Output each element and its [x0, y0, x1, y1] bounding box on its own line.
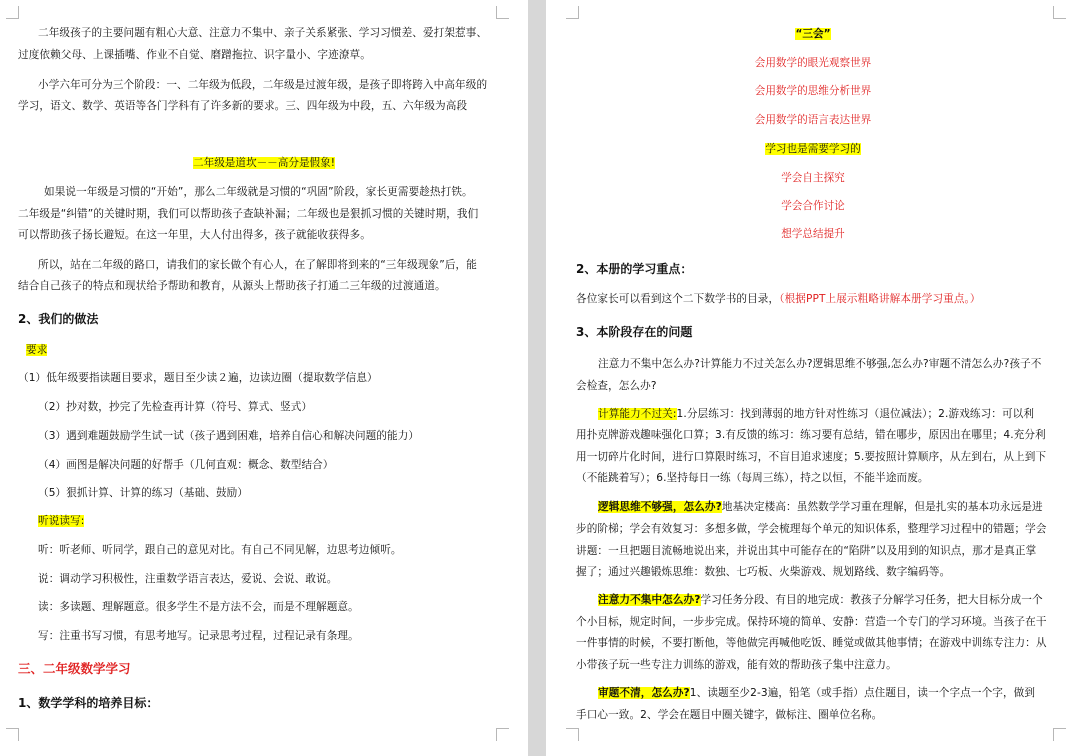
paragraph-line: [598, 686, 1035, 700]
attention-label: 注意力不集中怎么办?: [598, 594, 701, 606]
crop-mark: [6, 728, 19, 741]
paragraph-line: 如果说一年级是习惯的“开始”，那么二年级就是习惯的“巩固”阶段，家长更需要趁热打铁。: [44, 186, 473, 198]
list-item: （5）狠抓计算、计算的练习（基础、鼓励）: [38, 487, 249, 499]
paragraph-line: 注意力不集中怎么办?计算能力不过关怎么办?逻辑思维不够强,怎么办?审题不清怎么办?孩子不: [598, 358, 1042, 370]
paragraph-line: 小带孩子玩一些专注力训练的游戏，能有效的帮助孩子集中注意力。: [576, 659, 897, 671]
goal-line: 会用数学的眼光观察世界: [754, 57, 872, 69]
paragraph-line: 手口心一致。2、学会在题目中圈关键字，做标注、圈单位名称。: [576, 709, 883, 721]
paragraph-line: [598, 500, 1043, 514]
san-hui-title: “三会”: [795, 28, 831, 40]
heading-our-method: 2、我们的做法: [18, 312, 99, 326]
crop-mark: [496, 6, 509, 19]
paragraph-line: 个小目标，规定时间，一步步完成。保持环境的简单、安静：营造一个专门的学习环境。当孩子在干: [576, 616, 1047, 628]
paragraph-line: 所以，站在二年级的路口，请我们的家长做个有心人，在了解即将到来的“三年级现象”后，能: [38, 259, 477, 271]
goal-line: 会用数学的语言表达世界: [754, 114, 872, 126]
paragraph-line: 二年级孩子的主要问题有粗心大意、注意力不集中、亲子关系紧张、学习习惯差、爱打架惹事、: [38, 27, 488, 39]
paragraph-line: 用扑克牌游戏趣味强化口算；3.有反馈的练习：练习要有总结，错在哪步，原因出在哪里；4.充分利: [576, 429, 1046, 441]
review-label: 审题不清，怎么办?: [598, 687, 690, 699]
list-item: 说：调动学习积极性，注重数学语言表达，爱说、会说、敢说。: [38, 573, 338, 585]
paragraph-line: （不能跳着写）；6.坚持每日一练（每周三练），持之以恒，不能半途而废。: [576, 472, 929, 484]
paragraph-line: [576, 292, 981, 306]
goal-line: 会用数学的思维分析世界: [754, 85, 872, 97]
list-item: （1）低年级要指读题目要求，题目至少读２遍，边读边圈（提取数学信息）: [18, 372, 378, 384]
list-item: 读：多读题、理解题意。很多学生不是方法不会，而是不理解题意。: [38, 601, 359, 613]
document-page-left: [0, 0, 528, 756]
logic-text: 地基决定楼高：虽然数学学习重在理解，但是扎实的基本功永远是进: [721, 501, 1043, 513]
crop-mark: [496, 728, 509, 741]
focus-text: 各位家长可以看到这个二下数学书的目录，: [576, 293, 780, 305]
crop-mark: [6, 6, 19, 19]
attention-text: 学习任务分段、有目的地完成：教孩子分解学习任务，把大目标分成一个: [700, 594, 1043, 606]
paragraph-line: [598, 407, 1034, 421]
paragraph-line: 步的阶梯；学会有效复习：多想多做，学会梳理每个单元的知识体系，整理学习过程中的错题；学会: [576, 523, 1047, 535]
paragraph-line: 讲题：一旦把题目流畅地说出来，并说出其中可能存在的“陷阱”以及用到的知识点，那才是真正掌: [576, 545, 1037, 557]
crop-mark: [566, 6, 579, 19]
crop-mark: [1053, 6, 1066, 19]
heading-problems: 3、本阶段存在的问题: [576, 325, 693, 339]
crop-mark: [566, 728, 579, 741]
section-title-line: [0, 156, 528, 170]
list-item: 写：注重书写习惯，有思考地写。记录思考过程，过程记录有条理。: [38, 630, 359, 642]
heading-grade2-math: 三、二年级数学学习: [18, 661, 131, 676]
label-line: [38, 514, 84, 528]
focus-note: （根据PPT上展示粗略讲解本册学习重点。）: [779, 293, 981, 305]
goal-line: 想学总结提升: [781, 228, 845, 240]
review-text: 1、读题至少2-3遍，铅笔（或手指）点住题目，读一个字点一个字，做到: [689, 687, 1036, 699]
paragraph-line: 可以帮助孩子扬长避短。在这一年里，大人付出得多，孩子就能收获得多。: [18, 229, 371, 241]
document-page-right: [546, 0, 1080, 756]
paragraph-line: 二年级是“纠错”的关键时期，我们可以帮助孩子查缺补漏；二年级也是狠抓习惯的关键时期，我们: [18, 208, 479, 220]
requirements-label: 要求: [26, 344, 48, 356]
paragraph-line: 结合自己孩子的特点和现状给予帮助和教育，从源头上帮助孩子打通二三年级的过渡通道。: [18, 280, 446, 292]
paragraph-line: 握了；通过兴趣锻炼思维：数独、七巧板、火柴游戏、规划路线、数字编码等。: [576, 566, 951, 578]
calc-text: 1.分层练习：找到薄弱的地方针对性练习（退位减法）；2.游戏练习：可以利: [676, 408, 1035, 420]
paragraph-line: 学习，语文、数学、英语等各门学科有了许多新的要求。三、四年级为中段，五、六年级为高段: [18, 100, 468, 112]
logic-label: 逻辑思维不够强，怎么办?: [598, 501, 722, 513]
label-line: [26, 343, 47, 357]
listen-speak-read-write-label: 听说读写:: [38, 515, 85, 527]
list-item: （4）画图是解决问题的好帮手（几何直观：概念、数型结合）: [38, 459, 334, 471]
heading-training-goal: 1、数学学科的培养目标：: [18, 696, 159, 710]
calc-label: 计算能力不过关:: [598, 408, 677, 420]
paragraph-line: 用一切碎片化时间，进行口算限时练习，不盲目追求速度；5.要按照计算顺序，从左到右，从上到下: [576, 451, 1047, 463]
list-item: （2）抄对数，抄完了先检查再计算（符号、算式、竖式）: [38, 401, 313, 413]
goal-line: 学会合作讨论: [781, 200, 845, 212]
section-title: 二年级是道坎－－高分是假象!: [193, 157, 335, 169]
san-hui-line: [546, 27, 1080, 41]
crop-mark: [1053, 728, 1066, 741]
paragraph-line: 会检查，怎么办?: [576, 380, 657, 392]
learn-line: [546, 142, 1080, 156]
paragraph-line: 过度依赖父母、上课插嘴、作业不自觉、磨蹭拖拉、识字量小、字迹潦草。: [18, 49, 371, 61]
list-item: 听：听老师、听同学，跟自己的意见对比。有自己不同见解，边思考边倾听。: [38, 544, 402, 556]
paragraph-line: 小学六年可分为三个阶段：一、二年级为低段，二年级是过渡年级，是孩子即将跨入中高年级的: [38, 79, 488, 91]
paragraph-line: [598, 593, 1043, 607]
goal-line: 学会自主探究: [781, 172, 845, 184]
learn-label: 学习也是需要学习的: [765, 143, 861, 155]
list-item: （3）遇到难题鼓励学生试一试（孩子遇到困难，培养自信心和解决问题的能力）: [38, 430, 420, 442]
paragraph-line: 一件事情的时候，不要打断他，等他做完再喊他吃饭、睡觉或做其他事情；在游戏中训练专注力：从: [576, 637, 1047, 649]
heading-key-points: 2、本册的学习重点：: [576, 262, 693, 276]
